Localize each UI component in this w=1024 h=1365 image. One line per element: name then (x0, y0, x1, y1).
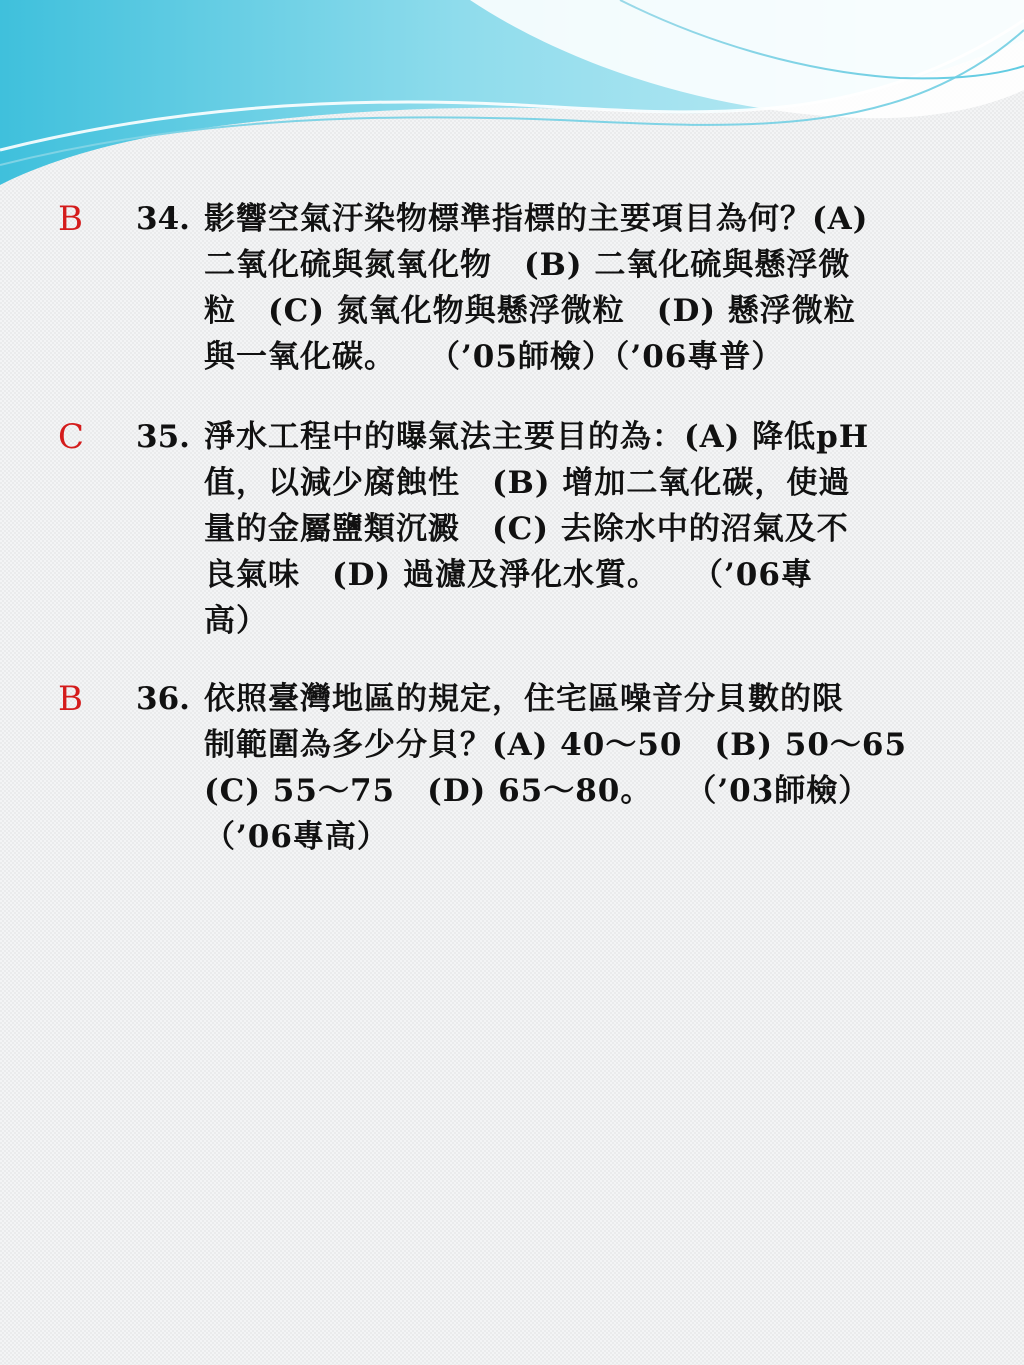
question-line: (C) 55～75 (D) 65～80。 （’03師檢） (204, 773, 871, 809)
question-text (204, 414, 974, 644)
question-text (204, 196, 974, 380)
question-number: 34. (136, 201, 190, 237)
answer-key: B (58, 679, 83, 719)
header-wave-decoration (0, 0, 1024, 210)
question-line: 依照臺灣地區的規定，住宅區噪音分貝數的限 (204, 681, 844, 717)
question-line: 值，以減少腐蝕性 (B) 增加二氧化碳，使過 (204, 465, 851, 501)
question-text (204, 676, 974, 860)
question-line: 影響空氣汙染物標準指標的主要項目為何？(A) (204, 201, 869, 237)
answer-key: C (58, 417, 85, 457)
question-line: 粒 (C) 氮氧化物與懸浮微粒 (D) 懸浮微粒 (204, 293, 856, 329)
question-line: 量的金屬鹽類沉澱 (C) 去除水中的沼氣及不 (204, 511, 849, 547)
question-line: 與一氧化碳。 （’05師檢）（’06專普） (204, 339, 784, 375)
question-line: 良氣味 (D) 過濾及淨化水質。 （’06專 (204, 557, 813, 593)
question-number: 36. (136, 681, 190, 717)
question-number: 35. (136, 419, 190, 455)
question-line: 制範圍為多少分貝？(A) 40～50 (B) 50～65 (204, 727, 908, 763)
question-line: 二氧化硫與氮氧化物 (B) 二氧化硫與懸浮微 (204, 247, 851, 283)
question-line: （’06專高） (204, 819, 389, 855)
question-line: 高） (204, 603, 268, 639)
question-line: 淨水工程中的曝氣法主要目的為：(A) 降低pH (204, 419, 870, 455)
answer-key: B (58, 199, 83, 239)
